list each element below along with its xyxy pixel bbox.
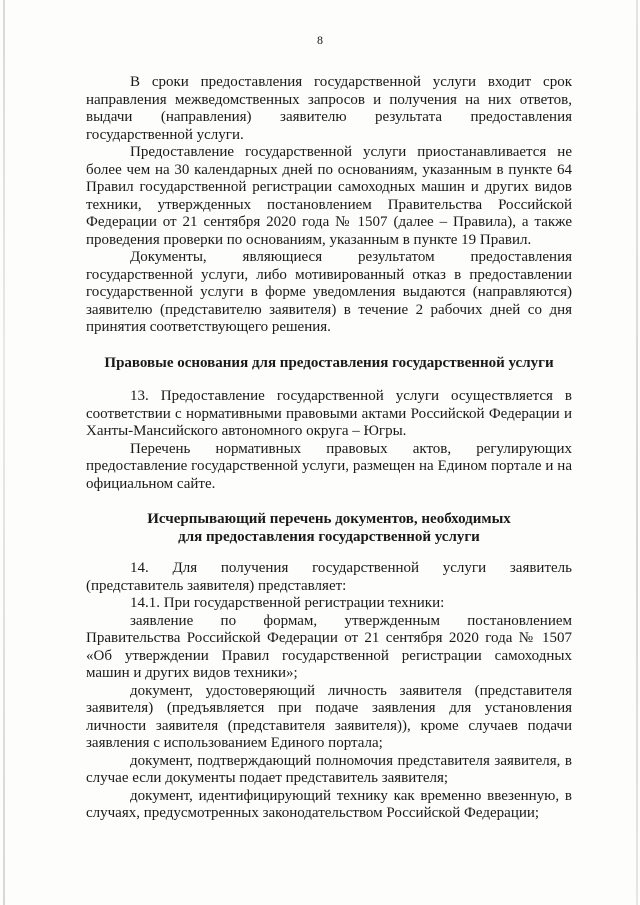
scan-edge-right bbox=[636, 0, 638, 905]
paragraph: Предоставление государственной услуги приостанавливается не более чем на 30 календарных дней по основаниям, указанным в пункте 64 Правил государственной регистрации самоходных машин и других видов техники, утвержденных постановлением Правительства Российской Федерации от 21 сентября 2020 года № 1507 (далее – Правила), а также проведения проверки по основаниям, указанным в пункте 19 Правил. bbox=[86, 144, 572, 248]
section-heading-legal-basis: Правовые основания для предоставления государственной услуги bbox=[104, 354, 554, 371]
paragraph: Перечень нормативных правовых актов, регулирующих предоставление государственной услуги, размещен на Едином портале и на официальном сайте. bbox=[86, 440, 572, 492]
heading-line: Исчерпывающий перечень документов, необходимых bbox=[147, 511, 511, 527]
section-heading-documents bbox=[86, 511, 572, 546]
document-body bbox=[86, 74, 572, 823]
heading-line: для предоставления государственной услуги bbox=[178, 528, 480, 545]
paragraph: 14. Для получения государственной услуги заявитель (представитель заявителя) представляет: bbox=[86, 560, 572, 594]
paragraph: документ, удостоверяющий личность заявителя (представителя заявителя) (предъявляется при подаче заявления для установления личности заявителя (представителя заявителя)), кроме случаев подачи заявления с использованием Единого портала; bbox=[86, 682, 572, 751]
paragraph: документ, идентифицирующий технику как временно ввезенную, в случаях, предусмотренных законодательством Российской Федерации; bbox=[86, 787, 572, 821]
page-number: 8 bbox=[317, 33, 323, 47]
paragraph: заявление по формам, утвержденным постановлением Правительства Российской Федерации от 21 сентября 2020 года № 1507 «Об утверждении Правил государственной регистрации самоходных машин и других видов техники»; bbox=[86, 612, 572, 681]
paragraph: 13. Предоставление государственной услуги осуществляется в соответствии с нормативными правовыми актами Российской Федерации и Ханты-Мансийского автономного округа – Югры. bbox=[86, 388, 572, 439]
scan-edge-left bbox=[3, 0, 5, 905]
paragraph: 14.1. При государственной регистрации техники: bbox=[130, 595, 445, 611]
paragraph: документ, подтверждающий полномочия представителя заявителя, в случае если документы подает представитель заявителя; bbox=[86, 752, 572, 786]
paragraph: В сроки предоставления государственной услуги входит срок направления межведомственных запросов и получения на них ответов, выдачи (направления) заявителю результата предоставления государственной услуги. bbox=[86, 74, 572, 143]
paragraph: Документы, являющиеся результатом предоставления государственной услуги, либо мотивированный отказ в предоставлении государственной услуги в форме уведомления выдаются (направляются) заявителю (представителю заявителя) в течение 2 рабочих дней со дня принятия соответствующего решения. bbox=[86, 249, 572, 335]
